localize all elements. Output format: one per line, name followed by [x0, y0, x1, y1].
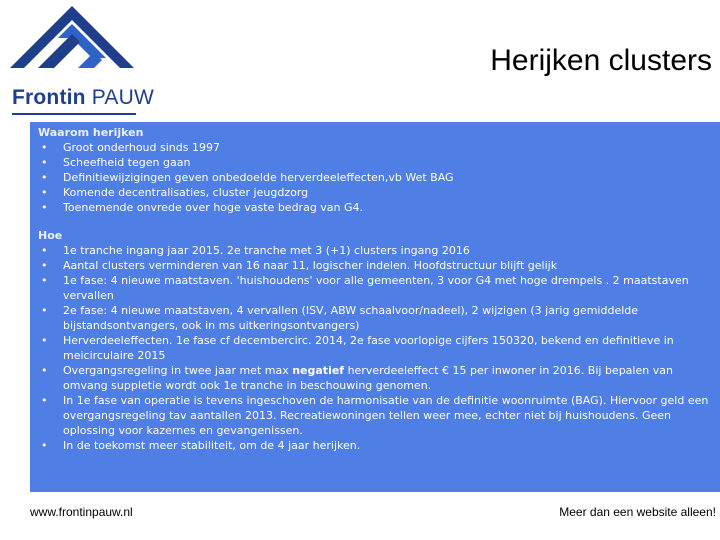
list-item: • Definitiewijzigingen geven onbedoelde herverdeeleffecten,vb Wet BAG [38, 170, 710, 185]
list-item: • Toenemende onvrede over hoge vaste bedrag van G4. [38, 200, 710, 215]
list-item: • Scheefheid tegen gaan [38, 155, 710, 170]
slide-title: Herijken clusters [490, 44, 712, 77]
list-item: • Groot onderhoud sinds 1997 [38, 140, 710, 155]
list-item: • In de toekomst meer stabiliteit, om de 4 jaar herijken. [38, 438, 710, 453]
logo-underline [12, 113, 136, 115]
list-item: • Overgangsregeling in twee jaar met max negatief herverdeeleffect € 15 per inwoner in 2016. Bij bepalen van omvang suppletie wordt ook 1e tranche in beschouwing genomen. [38, 363, 710, 393]
list-item: • Herverdeeleffecten. 1e fase cf decembercirc. 2014, 2e fase voorlopige cijfers 150320, bekend en definitieve in meicirculaire 2015 [38, 333, 710, 363]
emphasis-negatief: negatief [292, 364, 345, 377]
hoe-list [38, 243, 710, 453]
frontin-pauw-logo [8, 4, 155, 116]
content-panel [30, 122, 720, 492]
list-item: • Aantal clusters verminderen van 16 naar 11, logischer indelen. Hoofdstructuur blijft gelijk [38, 258, 710, 273]
waarom-list [38, 140, 710, 215]
logo-wordmark: Frontin PAUW [12, 86, 155, 109]
roof-logo-icon [10, 4, 136, 84]
footer-tagline: Meer dan een website alleen! [559, 505, 716, 519]
list-item: • 2e fase: 4 nieuwe maatstaven, 4 vervallen (ISV, ABW schaalvoor/nadeel), 2 wijzigen (3 jarig gemiddelde bijstandsontvangers, ook in ms uitkeringsontvangers) [38, 303, 710, 333]
section-heading-hoe: Hoe [38, 229, 63, 242]
list-item: • Komende decentralisaties, cluster jeugdzorg [38, 185, 710, 200]
footer-url[interactable]: www.frontinpauw.nl [30, 505, 133, 519]
section-heading-waarom: Waarom herijken [38, 126, 144, 139]
list-item: • 1e fase: 4 nieuwe maatstaven. 'huishoudens' voor alle gemeenten, 3 voor G4 met hoge drempels . 2 maatstaven vervallen [38, 273, 710, 303]
list-item: • In 1e fase van operatie is tevens ingeschoven de harmonisatie van de definitie woonruimte (BAG). Hiervoor geld een overgangsregeling tav aantallen 2013. Recreatiewoningen tellen weer mee, echter niet bij huishoudens. Geen oplossing voor kazernes en gevangenissen. [38, 393, 710, 438]
list-item: • 1e tranche ingang jaar 2015. 2e tranche met 3 (+1) clusters ingang 2016 [38, 243, 710, 258]
